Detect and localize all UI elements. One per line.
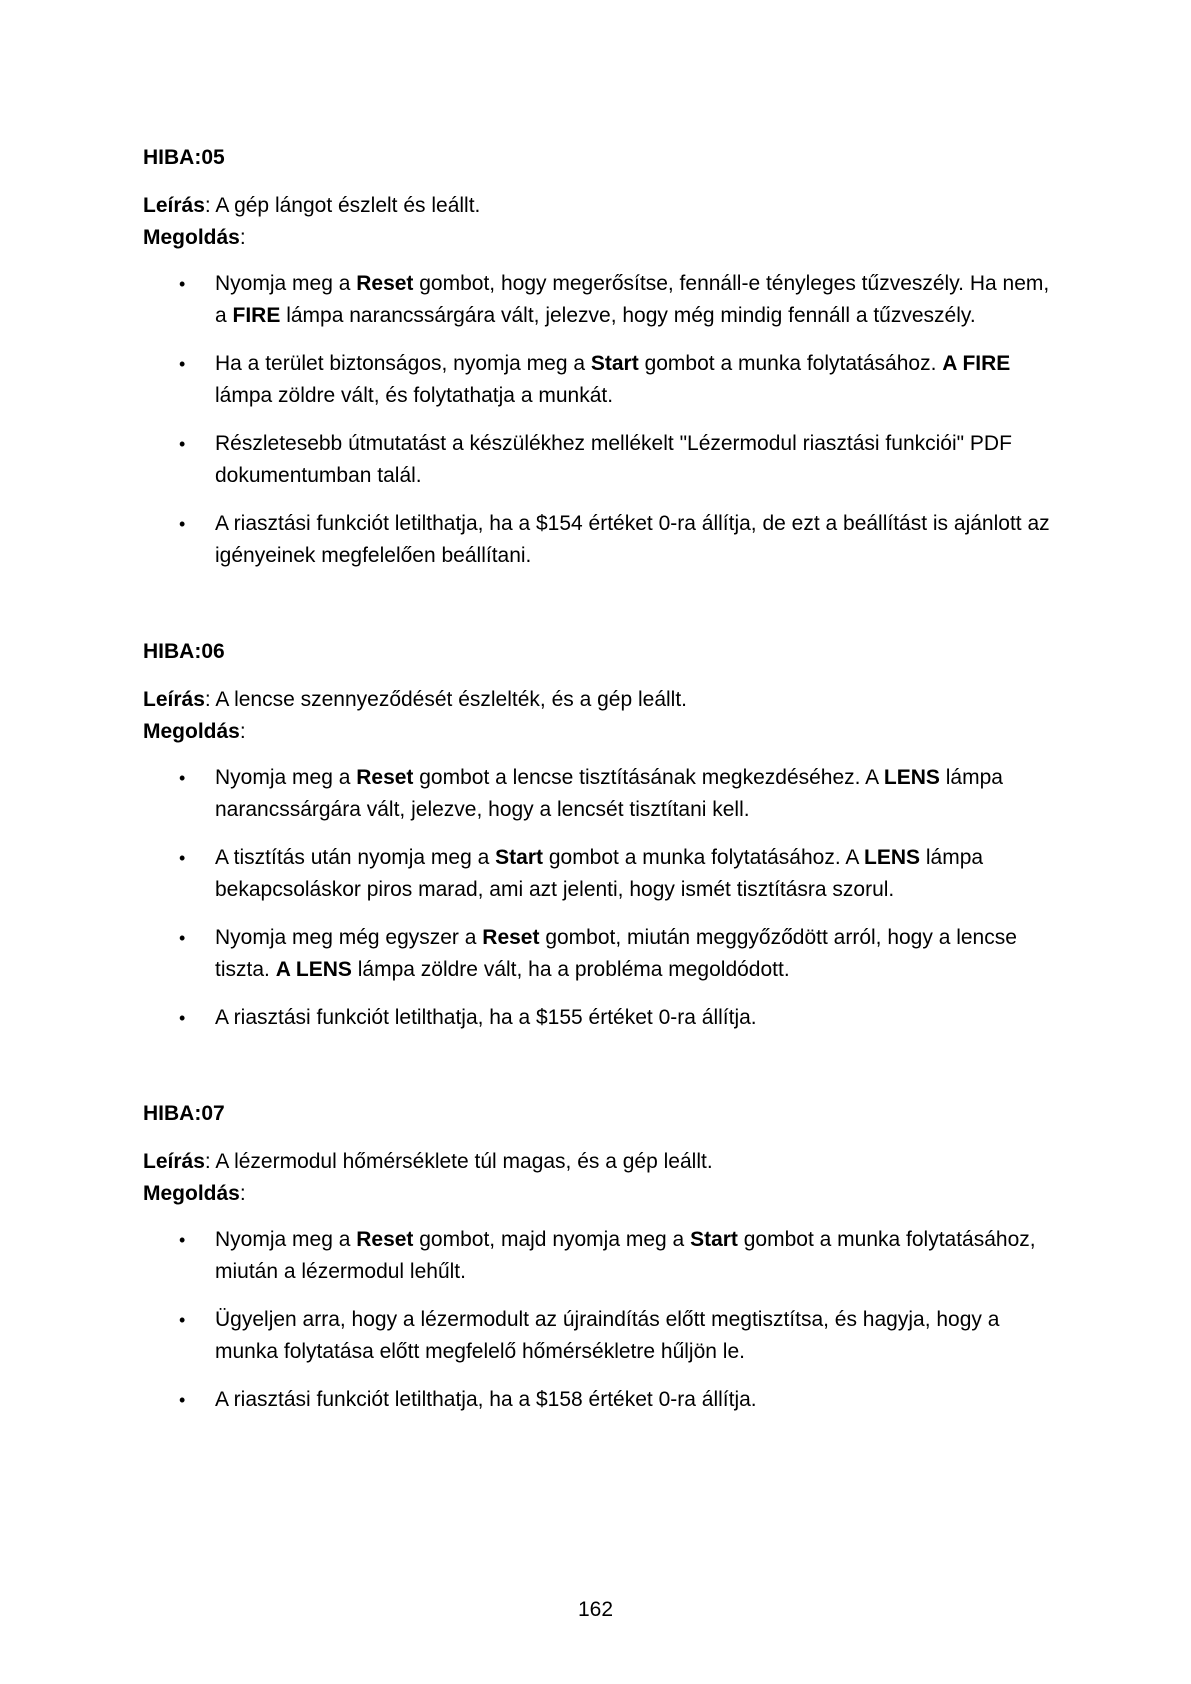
solution-item xyxy=(143,508,1063,572)
item-text: gombot a munka folytatásához. A xyxy=(543,846,865,869)
description-line xyxy=(143,684,1063,716)
bullet-dot: • xyxy=(179,1390,186,1410)
item-text: Nyomja meg a xyxy=(215,272,357,295)
bullet-dot: • xyxy=(179,928,186,948)
solution-item xyxy=(143,1384,1063,1416)
bold-term: Reset xyxy=(356,272,414,295)
description-line xyxy=(143,1146,1063,1178)
section-heading: HIBA:05 xyxy=(143,146,225,169)
bold-term: Start xyxy=(690,1228,738,1251)
bold-term: Reset xyxy=(356,1228,414,1251)
item-text: gombot, miután meggyőződött arról, hogy a lencse tiszta. xyxy=(215,926,1017,981)
item-text: lámpa bekapcsoláskor piros marad, ami azt jelenti, hogy ismét tisztításra szorul. xyxy=(215,846,984,901)
bold-term: A FIRE xyxy=(942,352,1011,375)
solution-suffix: : xyxy=(239,720,246,743)
section-hiba-06 xyxy=(143,640,1063,1050)
item-text: lámpa narancssárgára vált, jelezve, hogy még mindig fennáll a tűzveszély. xyxy=(280,304,976,327)
solution-item xyxy=(143,762,1063,826)
item-text: gombot, majd nyomja meg a xyxy=(413,1228,691,1251)
bold-term: A LENS xyxy=(275,958,352,981)
solution-suffix: : xyxy=(239,1182,246,1205)
bold-term: LENS xyxy=(864,846,921,869)
item-text: gombot a munka folytatásához, miután a lézermodul lehűlt. xyxy=(215,1228,1036,1283)
solution-line xyxy=(143,222,1063,254)
description-text: : A lézermodul hőmérséklete túl magas, és a gép leállt. xyxy=(204,1150,713,1173)
solution-item xyxy=(143,842,1063,906)
page-number: 162 xyxy=(577,1598,614,1621)
item-text: Ügyeljen arra, hogy a lézermodult az újraindítás előtt megtisztítsa, és hagyja, hogy a munka folytatása előtt megfelelő hőmérsékletre hűljön le. xyxy=(215,1308,1000,1363)
bullet-dot: • xyxy=(179,434,186,454)
item-text: Nyomja meg a xyxy=(215,1228,357,1251)
item-text: Nyomja meg a xyxy=(215,766,357,789)
solution-item xyxy=(143,922,1063,986)
solution-label: Megoldás xyxy=(143,226,240,249)
solution-item xyxy=(143,428,1063,492)
item-text: gombot a lencse tisztításának megkezdéséhez. A xyxy=(413,766,884,789)
bullet-dot: • xyxy=(179,848,186,868)
solution-item xyxy=(143,348,1063,412)
item-text: A riasztási funkciót letilthatja, ha a $154 értéket 0-ra állítja, de ezt a beállítást is ajánlott az igényeinek megfelelően beállítani. xyxy=(215,512,1050,567)
description-label: Leírás xyxy=(143,194,205,217)
bold-term: LENS xyxy=(883,766,940,789)
item-text: Nyomja meg még egyszer a xyxy=(215,926,483,949)
description-text: : A gép lángot észlelt és leállt. xyxy=(204,194,481,217)
item-text: Ha a terület biztonságos, nyomja meg a xyxy=(215,352,591,375)
solution-list xyxy=(143,268,1063,572)
bold-term: FIRE xyxy=(232,304,281,327)
description-line xyxy=(143,190,1063,222)
item-text: gombot a munka folytatásához. xyxy=(638,352,943,375)
item-text: Részletesebb útmutatást a készülékhez mellékelt "Lézermodul riasztási funkciói" PDF dokumentumban talál. xyxy=(215,432,1012,487)
bold-term: Reset xyxy=(356,766,414,789)
solution-item xyxy=(143,1002,1063,1034)
item-text: lámpa zöldre vált, ha a probléma megoldódott. xyxy=(351,958,790,981)
item-text: A riasztási funkciót letilthatja, ha a $155 értéket 0-ra állítja. xyxy=(215,1006,757,1029)
bullet-dot: • xyxy=(179,354,186,374)
section-hiba-07 xyxy=(143,1102,1063,1432)
item-text: lámpa narancssárgára vált, jelezve, hogy a lencsét tisztítani kell. xyxy=(215,766,1003,821)
bold-term: Reset xyxy=(482,926,540,949)
solution-item xyxy=(143,1304,1063,1368)
solution-item xyxy=(143,1224,1063,1288)
solution-label: Megoldás xyxy=(143,720,240,743)
bullet-dot: • xyxy=(179,514,186,534)
item-text: A tisztítás után nyomja meg a xyxy=(215,846,496,869)
solution-suffix: : xyxy=(239,226,246,249)
section-heading: HIBA:06 xyxy=(143,640,225,663)
bullet-dot: • xyxy=(179,1230,186,1250)
bullet-dot: • xyxy=(179,768,186,788)
bold-term: Start xyxy=(590,352,639,375)
bold-term: Start xyxy=(495,846,543,869)
solution-item xyxy=(143,268,1063,332)
description-label: Leírás xyxy=(143,688,205,711)
item-text: A riasztási funkciót letilthatja, ha a $158 értéket 0-ra állítja. xyxy=(215,1388,757,1411)
section-heading: HIBA:07 xyxy=(143,1102,225,1125)
solution-list xyxy=(143,762,1063,1034)
solution-line xyxy=(143,716,1063,748)
solution-line xyxy=(143,1178,1063,1210)
solution-label: Megoldás xyxy=(143,1182,240,1205)
section-hiba-05 xyxy=(143,146,1063,588)
description-text: : A lencse szennyeződését észlelték, és a gép leállt. xyxy=(204,688,688,711)
bullet-dot: • xyxy=(179,1008,186,1028)
description-label: Leírás xyxy=(143,1150,205,1173)
item-text: lámpa zöldre vált, és folytathatja a munkát. xyxy=(215,384,614,407)
item-text: gombot, hogy megerősítse, fennáll-e tényleges tűzveszély. Ha nem, a xyxy=(215,272,1050,327)
bullet-dot: • xyxy=(179,274,186,294)
bullet-dot: • xyxy=(179,1310,186,1330)
solution-list xyxy=(143,1224,1063,1416)
